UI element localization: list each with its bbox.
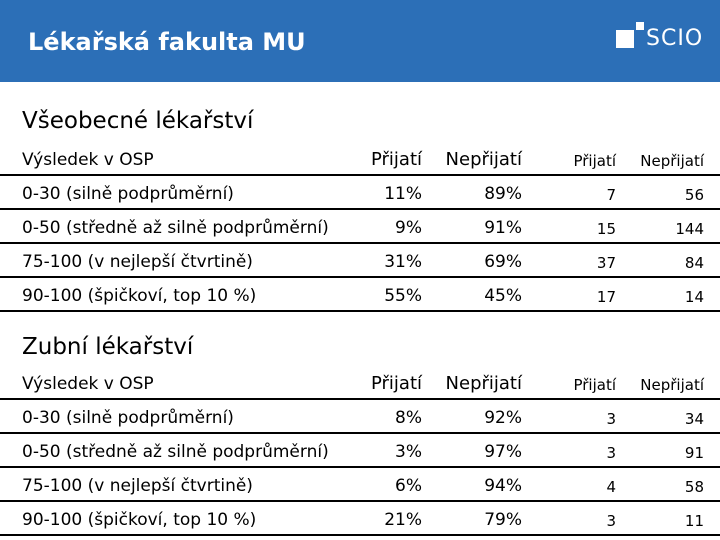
rejected-count: 91 bbox=[684, 444, 704, 462]
column-header-rejected-count: Nepřijatí bbox=[640, 152, 704, 170]
column-header-admitted-count: Přijatí bbox=[573, 152, 616, 170]
rejected-pct: 97% bbox=[484, 442, 522, 462]
rejected-count: 58 bbox=[684, 478, 704, 496]
row-label: 0-30 (silně podprůměrní) bbox=[22, 408, 234, 428]
section-title-dentistry: Zubní lékařství bbox=[22, 334, 194, 360]
admitted-count: 17 bbox=[596, 288, 616, 306]
row-label: 90-100 (špičkoví, top 10 %) bbox=[22, 510, 257, 530]
rejected-count: 34 bbox=[684, 410, 704, 428]
rejected-pct: 94% bbox=[484, 476, 522, 496]
rejected-pct: 79% bbox=[484, 510, 522, 530]
admitted-count: 4 bbox=[606, 478, 616, 496]
table-row bbox=[0, 400, 720, 434]
table-row bbox=[0, 244, 720, 278]
table-row bbox=[0, 176, 720, 210]
rejected-count: 11 bbox=[684, 512, 704, 530]
rejected-pct: 91% bbox=[484, 218, 522, 238]
row-label: 0-50 (středně až silně podprůměrní) bbox=[22, 218, 329, 238]
column-header-osp: Výsledek v OSP bbox=[22, 374, 154, 394]
admitted-count: 3 bbox=[606, 444, 616, 462]
admitted-pct: 8% bbox=[395, 408, 422, 428]
row-label: 75-100 (v nejlepší čtvrtině) bbox=[22, 252, 253, 272]
table-row bbox=[0, 502, 720, 536]
logo-squares-icon bbox=[616, 22, 646, 52]
admitted-pct: 21% bbox=[384, 510, 422, 530]
page-title: Lékařská fakulta MU bbox=[28, 28, 306, 56]
row-label: 75-100 (v nejlepší čtvrtině) bbox=[22, 476, 253, 496]
admitted-count: 37 bbox=[596, 254, 616, 272]
header-bar bbox=[0, 0, 720, 82]
admitted-pct: 3% bbox=[395, 442, 422, 462]
admitted-pct: 9% bbox=[395, 218, 422, 238]
rejected-pct: 69% bbox=[484, 252, 522, 272]
table-header-row bbox=[0, 366, 720, 400]
table-header-row bbox=[0, 142, 720, 176]
column-header-admitted-pct: Přijatí bbox=[370, 373, 422, 394]
admitted-count: 7 bbox=[606, 186, 616, 204]
admitted-pct: 31% bbox=[384, 252, 422, 272]
column-header-admitted-pct: Přijatí bbox=[370, 149, 422, 170]
rejected-count: 144 bbox=[675, 220, 704, 238]
admitted-pct: 55% bbox=[384, 286, 422, 306]
rejected-count: 84 bbox=[684, 254, 704, 272]
table-row bbox=[0, 278, 720, 312]
rejected-count: 56 bbox=[684, 186, 704, 204]
scio-logo bbox=[616, 20, 716, 56]
admitted-pct: 11% bbox=[384, 184, 422, 204]
column-header-osp: Výsledek v OSP bbox=[22, 150, 154, 170]
admitted-count: 15 bbox=[596, 220, 616, 238]
table-row bbox=[0, 434, 720, 468]
table-row bbox=[0, 210, 720, 244]
column-header-rejected-count: Nepřijatí bbox=[640, 376, 704, 394]
admitted-count: 3 bbox=[606, 410, 616, 428]
row-label: 0-50 (středně až silně podprůměrní) bbox=[22, 442, 329, 462]
row-label: 0-30 (silně podprůměrní) bbox=[22, 184, 234, 204]
rejected-count: 14 bbox=[684, 288, 704, 306]
rejected-pct: 92% bbox=[484, 408, 522, 428]
column-header-admitted-count: Přijatí bbox=[573, 376, 616, 394]
admitted-pct: 6% bbox=[395, 476, 422, 496]
table-row bbox=[0, 468, 720, 502]
logo-text: SCIO bbox=[646, 26, 704, 51]
rejected-pct: 45% bbox=[484, 286, 522, 306]
row-label: 90-100 (špičkoví, top 10 %) bbox=[22, 286, 257, 306]
rejected-pct: 89% bbox=[484, 184, 522, 204]
section-title-general-medicine: Všeobecné lékařství bbox=[22, 108, 254, 134]
column-header-rejected-pct: Nepřijatí bbox=[445, 373, 522, 394]
column-header-rejected-pct: Nepřijatí bbox=[445, 149, 522, 170]
admitted-count: 3 bbox=[606, 512, 616, 530]
